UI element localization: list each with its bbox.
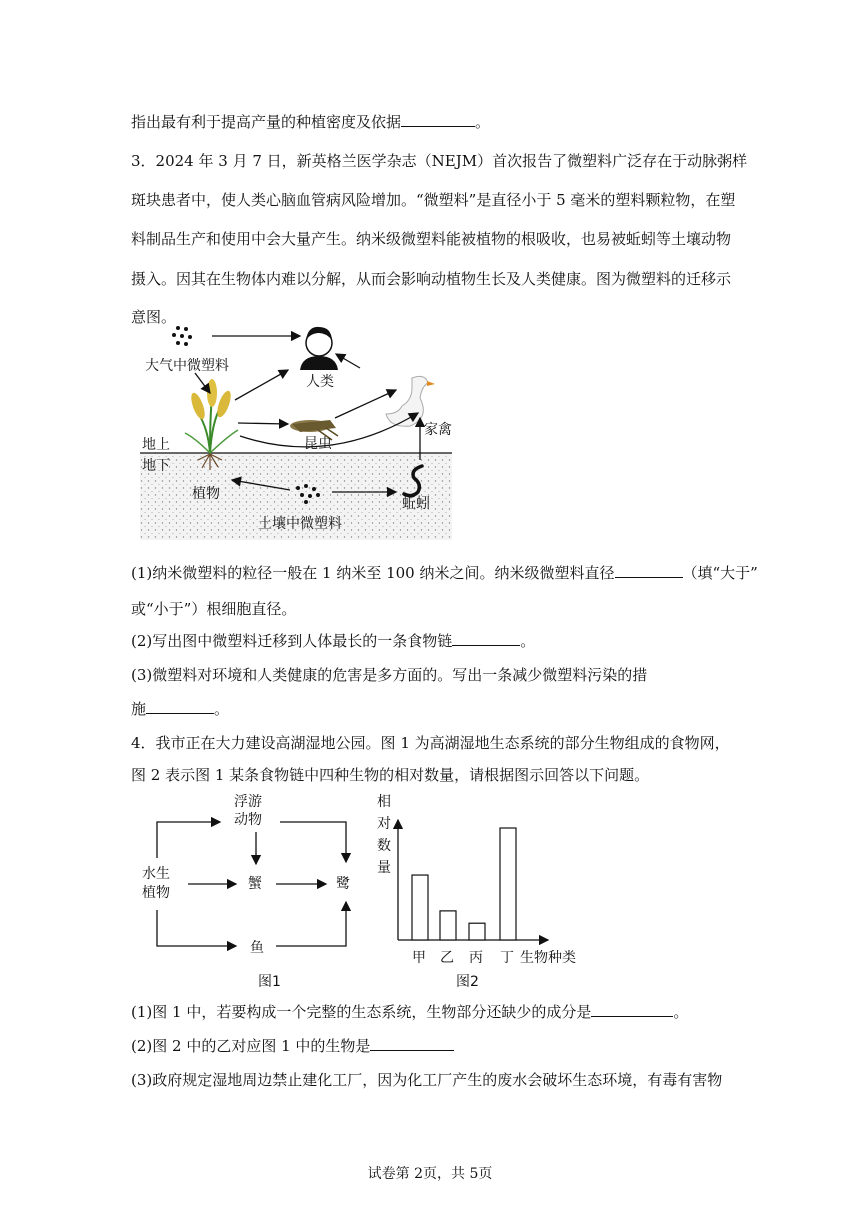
question-3-line-4: 摄入。因其在生物体内难以分解，从而会影响动植物生长及人类健康。图为微塑料的迁移示 — [131, 270, 732, 288]
x-tick-labels — [412, 950, 514, 966]
question-3-line-2: 斑块患者中，使人类心脑血管病风险增加。“微塑料”是直径小于 5 毫米的塑料颗粒物，在塑 — [131, 191, 736, 209]
figure-2-caption: 图2 — [456, 974, 479, 990]
insect-label: 昆虫 — [304, 436, 332, 452]
line-text: 施 — [131, 700, 147, 718]
q3-sub3-line1: (3)微塑料对环境和人类健康的危害是多方面的。写出一条减少微塑料污染的措 — [131, 666, 648, 684]
q3-sub3-line2 — [131, 699, 229, 718]
question-3-line-3: 料制品生产和使用中会大量产生。纳米级微塑料能被植物的根吸收，也易被蚯蚓等土壤动物 — [131, 230, 732, 248]
q3-sub1-line2: 或“小于”）根细胞直径。 — [131, 600, 297, 618]
question-4-intro-1: 4．我市正在大力建设高湖湿地公园。图 1 为高湖湿地生态系统的部分生物组成的食物网， — [131, 734, 730, 752]
human-label: 人类 — [306, 374, 334, 390]
text-line — [131, 112, 490, 131]
x-axis-label: 生物种类 — [520, 950, 576, 966]
question-3-line-1: 3．2024 年 3 月 7 日，新英格兰医学杂志（NEJM）首次报告了微塑料广泛存在于动脉粥样 — [131, 152, 748, 170]
soil-microplastic-label: 土壤中微塑料 — [258, 516, 342, 532]
svg-text:相: 相 — [377, 794, 391, 810]
air-microplastic-label: 大气中微塑料 — [145, 358, 229, 374]
food-web-and-chart-figure — [140, 790, 590, 990]
crab-label: 蟹 — [248, 876, 262, 892]
bar-乙 — [440, 911, 456, 940]
bar-chart — [377, 793, 576, 990]
figure-1-caption: 图1 — [258, 974, 281, 990]
line-text: (2)图 2 中的乙对应图 1 中的生物是 — [131, 1037, 371, 1055]
answer-blank[interactable] — [370, 1036, 454, 1051]
x-tick-丙: 丙 — [469, 950, 483, 966]
poultry-label: 家禽 — [424, 422, 452, 438]
bar-丙 — [469, 923, 485, 940]
poultry-icon — [386, 376, 435, 426]
question-3-line-5: 意图。 — [131, 308, 177, 326]
q3-sub1-line1 — [131, 563, 758, 582]
svg-text:量: 量 — [377, 860, 391, 876]
period: 。 — [475, 113, 491, 131]
bar-丁 — [500, 828, 516, 940]
plankton-label-2: 动物 — [234, 812, 262, 828]
q4-sub2-line — [131, 1036, 454, 1055]
answer-blank[interactable] — [401, 112, 475, 127]
line-text: (1)图 1 中，若要构成一个完整的生态系统，生物部分还缺少的成分是 — [131, 1003, 592, 1021]
x-tick-乙: 乙 — [440, 950, 454, 966]
fish-label: 鱼 — [250, 940, 264, 956]
answer-blank[interactable] — [591, 1002, 673, 1017]
food-web — [142, 794, 350, 990]
plankton-label-1: 浮游 — [234, 794, 262, 810]
line-text: （填“大于” — [682, 564, 758, 582]
q4-sub1-line — [131, 1002, 688, 1021]
plant-label: 植物 — [192, 486, 220, 502]
aquatic-plant-label-1: 水生 — [142, 866, 170, 882]
period: 。 — [520, 632, 536, 650]
line-text: (1)纳米微塑料的粒径一般在 1 纳米至 100 纳米之间。纳米级微塑料直径 — [131, 564, 615, 582]
aquatic-plant-label-2: 植物 — [142, 885, 170, 901]
line-text: (2)写出图中微塑料迁移到人体最长的一条食物链 — [131, 632, 453, 650]
human-icon — [300, 327, 338, 370]
chart-y-label — [377, 793, 391, 876]
below-ground-label: 地下 — [142, 458, 170, 474]
above-ground-label: 地上 — [142, 437, 170, 453]
earthworm-label: 蚯蚓 — [402, 496, 430, 512]
x-tick-甲: 甲 — [412, 950, 426, 966]
bar-甲 — [412, 875, 428, 940]
page-footer: 试卷第 2页，共 5页 — [367, 1166, 493, 1182]
period: 。 — [673, 1003, 689, 1021]
bars — [412, 828, 516, 940]
svg-text:对: 对 — [377, 816, 391, 832]
question-4-intro-2: 图 2 表示图 1 某条食物链中四种生物的相对数量，请根据图示回答以下问题。 — [131, 766, 650, 784]
period: 。 — [214, 700, 230, 718]
answer-blank[interactable] — [452, 631, 520, 646]
egret-label: 鹭 — [336, 876, 350, 892]
q4-sub3-line: (3)政府规定湿地周边禁止建化工厂，因为化工厂产生的废水会破坏生态环境，有毒有害物 — [131, 1071, 723, 1089]
microplastic-migration-figure — [140, 318, 452, 540]
answer-blank[interactable] — [146, 699, 214, 714]
answer-blank[interactable] — [615, 563, 683, 578]
svg-text:数: 数 — [377, 838, 391, 854]
air-microplastic-dots — [172, 326, 192, 346]
x-tick-丁: 丁 — [500, 950, 514, 966]
line-text: 指出最有利于提高产量的种植密度及依据 — [131, 113, 402, 131]
q3-sub2-line — [131, 631, 535, 650]
